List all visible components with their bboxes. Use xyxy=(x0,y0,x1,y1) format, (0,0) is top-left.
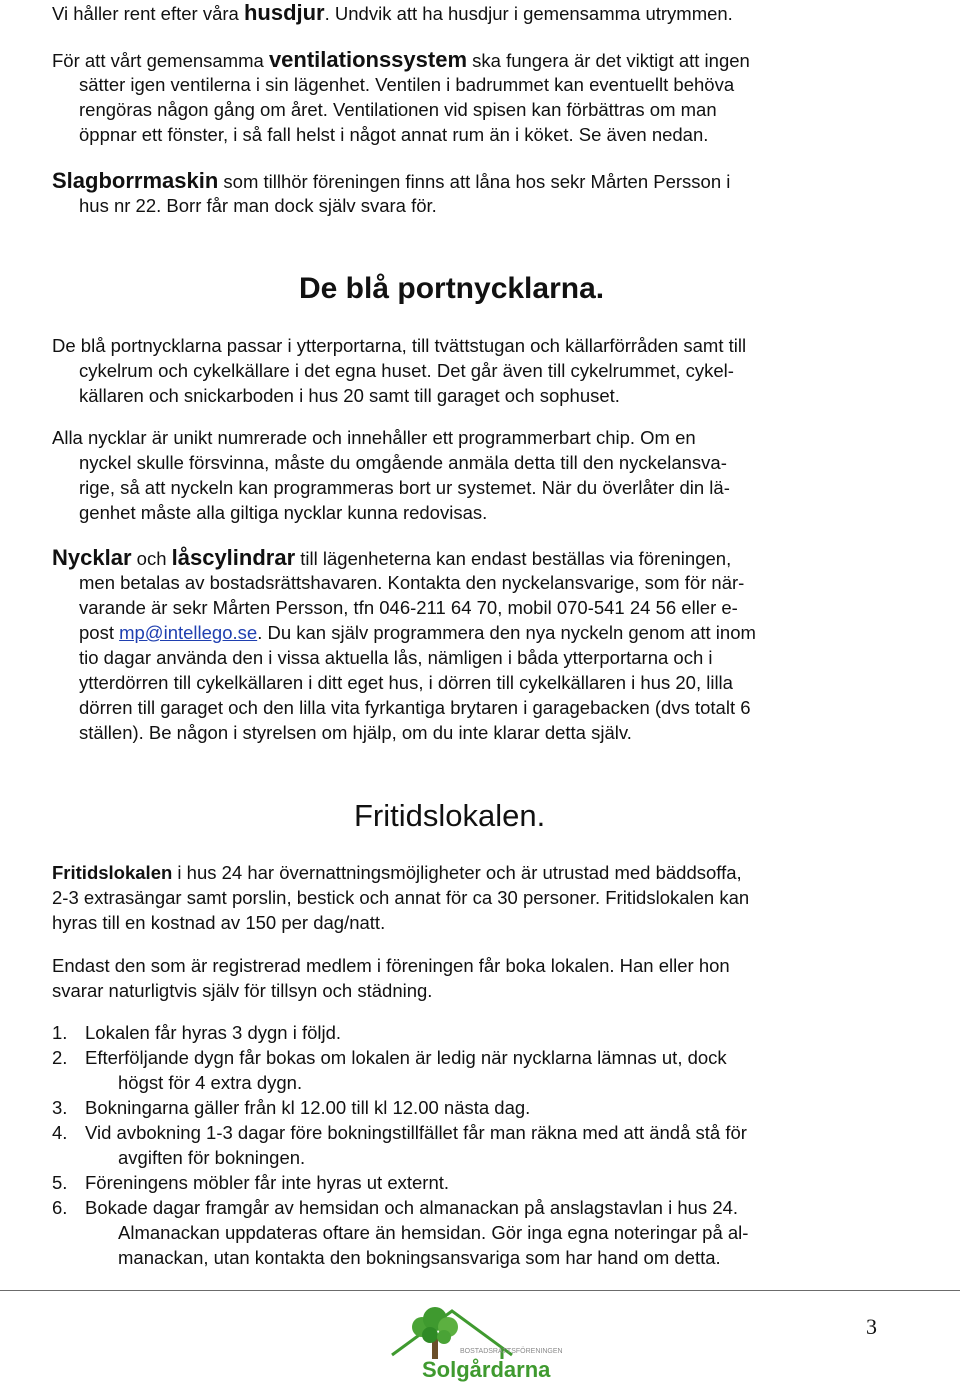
paragraph-keys-access xyxy=(52,333,922,408)
text-line: dörren till garaget och den lilla vita fyrkantiga brytaren i garagebacken (dvs totalt 6 xyxy=(79,697,751,718)
text-span: Vi håller rent efter våra xyxy=(52,3,244,24)
text-span: till lägenheterna kan endast beställas via föreningen, xyxy=(295,548,732,569)
paragraph-ventilation xyxy=(52,47,922,147)
list-text: Efterföljande dygn får bokas om lokalen är ledig när nycklarna lämnas ut, dock xyxy=(85,1047,727,1068)
list-text: Almanackan uppdateras oftare än hemsidan. Gör inga egna noteringar på al- xyxy=(118,1222,749,1243)
text-line: ställen). Be någon i styrelsen om hjälp, om du inte klarar detta själv. xyxy=(79,722,632,743)
paragraph-keys-ordering xyxy=(52,545,922,745)
list-number: 6. xyxy=(52,1197,68,1218)
paragraph-fritid-booking xyxy=(52,953,922,1003)
text-line: Alla nycklar är unikt numrerade och innehåller ett programmerbart chip. Om en xyxy=(52,427,696,448)
list-item xyxy=(52,1045,922,1095)
heading-keys: De blå portnycklarna. xyxy=(299,272,605,305)
keyword-husdjur: husdjur xyxy=(243,0,325,25)
keyword-ventilationssystem: ventilationssystem xyxy=(268,47,468,72)
text-span: som tillhör föreningen finns att låna hos sekr Mårten Persson i xyxy=(218,171,731,192)
list-item xyxy=(52,1095,922,1120)
text-line: rige, så att nyckeln kan programmeras bort ur systemet. När du överlåter din lä- xyxy=(79,477,730,498)
text-line xyxy=(52,47,922,72)
paragraph-fritid-facilities xyxy=(52,860,922,935)
text-line: De blå portnycklarna passar i ytterportarna, till tvättstugan och källarförråden samt till xyxy=(52,335,747,356)
keyword-slagborrmaskin: Slagborrmaskin xyxy=(52,168,219,193)
list-text: Bokade dagar framgår av hemsidan och almanackan på anslagstavlan i hus 24. xyxy=(85,1197,739,1218)
text-line: svarar naturligtvis själv för tillsyn och städning. xyxy=(52,980,433,1001)
list-item xyxy=(52,1020,922,1045)
list-number: 5. xyxy=(52,1172,68,1193)
paragraph-drill xyxy=(52,168,922,218)
logo-subtitle: BOSTADSRÄTTSFÖRENINGEN xyxy=(460,1348,563,1355)
email-link[interactable]: mp@intellego.se xyxy=(119,622,258,643)
logo-tree-leaf xyxy=(422,1327,438,1343)
keyword-nycklar: Nycklar xyxy=(52,545,132,570)
paragraph-pets xyxy=(52,0,922,25)
text-line: tio dagar använda den i vissa aktuella lås, nämligen i båda ytterportarna och i xyxy=(79,647,713,668)
heading-fritidslokalen: Fritidslokalen. xyxy=(354,798,546,833)
list-text: Föreningens möbler får inte hyras ut externt. xyxy=(85,1172,450,1193)
text-line: öppnar ett fönster, i så fall helst i något annat rum än i köket. Se även nedan. xyxy=(79,124,709,145)
text-span: ska fungera är det viktigt att ingen xyxy=(467,50,750,71)
text-line: källaren och snickarboden i hus 20 samt till garaget och sophuset. xyxy=(79,385,620,406)
text-line: hyras till en kostnad av 150 per dag/natt. xyxy=(52,912,386,933)
text-line: sätter igen ventilerna i sin lägenhet. Ventilen i badrummet kan eventuellt behöva xyxy=(79,74,735,95)
text-span: . Du kan själv programmera den nya nyckeln genom att inom xyxy=(257,622,756,643)
text-line xyxy=(52,860,922,885)
text-line: varande är sekr Mårten Persson, tfn 046-211 64 70, mobil 070-541 24 56 eller e- xyxy=(79,597,738,618)
text-line: cykelrum och cykelkällare i det egna huset. Det går även till cykelrummet, cykel- xyxy=(79,360,734,381)
list-number: 2. xyxy=(52,1047,68,1068)
list-text: högst för 4 extra dygn. xyxy=(118,1072,303,1093)
text-line xyxy=(52,545,922,570)
list-text: avgiften för bokningen. xyxy=(118,1147,306,1168)
list-item xyxy=(52,1120,922,1170)
keyword-fritidslokalen: Fritidslokalen xyxy=(52,862,173,883)
list-text: Vid avbokning 1-3 dagar före bokningstillfället får man räkna med att ändå stå för xyxy=(85,1122,747,1143)
text-line: Endast den som är registrerad medlem i föreningen får boka lokalen. Han eller hon xyxy=(52,955,730,976)
page-number: 3 xyxy=(866,1314,877,1339)
text-span: För att vårt gemensamma xyxy=(52,50,269,71)
text-line: men betalas av bostadsrättshavaren. Kontakta den nyckelansvarige, som för när- xyxy=(79,572,745,593)
list-number: 3. xyxy=(52,1097,68,1118)
keyword-lascylindrar: låscylindrar xyxy=(171,545,296,570)
solgardarna-logo xyxy=(352,1293,572,1387)
text-line xyxy=(52,0,922,25)
text-line: genhet måste alla giltiga nycklar kunna redovisas. xyxy=(79,502,488,523)
text-span: . Undvik att ha husdjur i gemensamma utrymmen. xyxy=(324,3,733,24)
list-number: 1. xyxy=(52,1022,68,1043)
list-text: manackan, utan kontakta den bokningsansvariga som har hand om detta. xyxy=(118,1247,721,1268)
list-item xyxy=(52,1170,922,1195)
text-line: nyckel skulle försvinna, måste du omgående anmäla detta till den nyckelansva- xyxy=(79,452,727,473)
text-span: och xyxy=(131,548,172,569)
logo-name: Solgårdarna xyxy=(422,1357,551,1382)
text-span: post xyxy=(79,622,120,643)
paragraph-keys-chip xyxy=(52,425,922,525)
list-number: 4. xyxy=(52,1122,68,1143)
text-line xyxy=(52,620,922,645)
footer-rule xyxy=(0,1290,960,1291)
text-span: i hus 24 har övernattningsmöjligheter och är utrustad med bäddsoffa, xyxy=(172,862,742,883)
list-text: Bokningarna gäller från kl 12.00 till kl 12.00 nästa dag. xyxy=(85,1097,531,1118)
logo-tree-leaf xyxy=(437,1330,451,1344)
list-text: Lokalen får hyras 3 dygn i följd. xyxy=(85,1022,342,1043)
text-line: 2-3 extrasängar samt porslin, bestick och annat för ca 30 personer. Fritidslokalen kan xyxy=(52,887,750,908)
text-line xyxy=(52,168,922,193)
text-line: hus nr 22. Borr får man dock själv svara för. xyxy=(79,195,437,216)
list-item xyxy=(52,1195,922,1270)
text-line: rengöras någon gång om året. Ventilationen vid spisen kan förbättras om man xyxy=(79,99,717,120)
text-line: ytterdörren till cykelkällaren i ditt eget hus, i dörren till cykelkällaren i hus 20, lilla xyxy=(79,672,733,693)
